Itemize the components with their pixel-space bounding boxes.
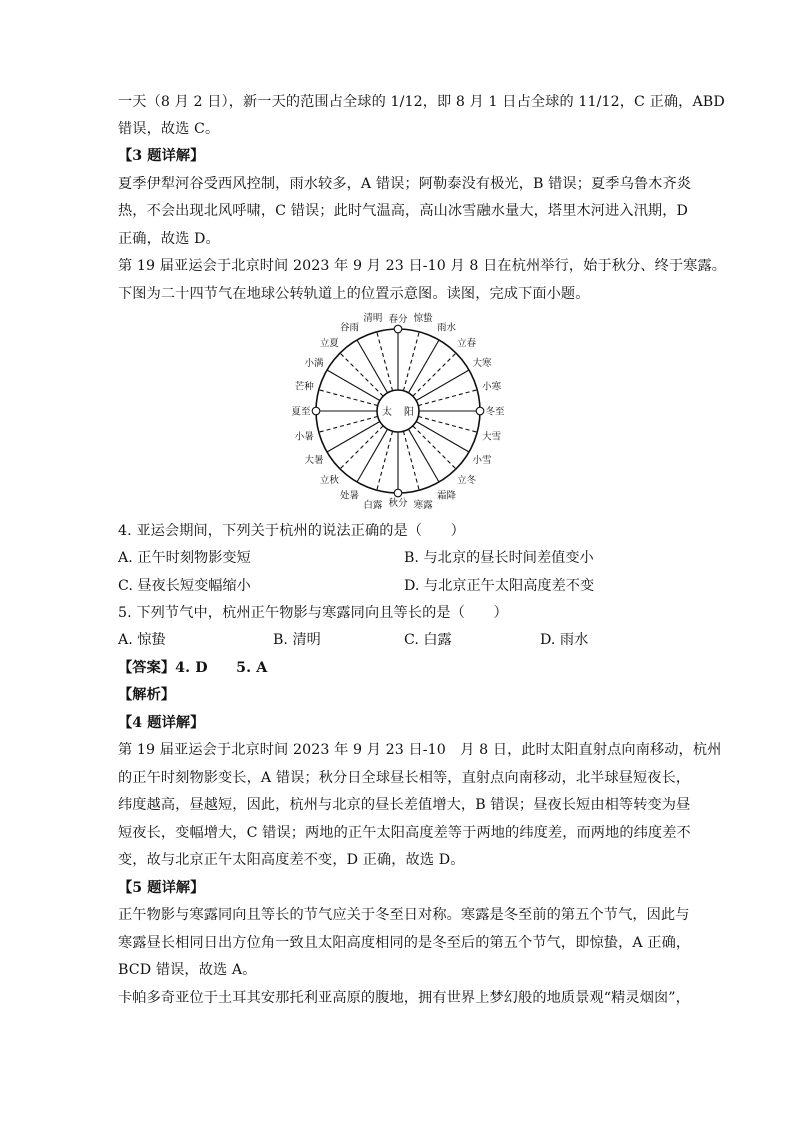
text-line: 错误，故选 C。 (118, 121, 220, 137)
earth-position-marker (312, 407, 320, 415)
solar-term-label: 雨水 (436, 322, 457, 334)
q5-option-c: C. 白露 (404, 632, 452, 648)
q4-option-d: D. 与北京正午太阳高度差不变 (404, 578, 595, 594)
solar-term-label: 处暑 (339, 490, 360, 502)
section-heading: 【3 题详解】 (118, 148, 205, 164)
solar-term-label: 芒种 (294, 381, 314, 393)
section-heading: 【4 题详解】 (118, 715, 205, 731)
text-line: 的正午时刻物影变长，A 错误；秋分日全球昼长相等，直射点向南移动，北半球昼短夜长， (118, 770, 691, 786)
solar-term-label: 小雪 (472, 455, 492, 466)
solar-term-label: 立夏 (319, 337, 339, 349)
q4-option-a: A. 正午时刻物影变短 (118, 550, 251, 566)
solar-term-label: 立秋 (319, 475, 339, 487)
orbit-spoke (418, 390, 477, 406)
q5-option-d: D. 雨水 (540, 632, 589, 648)
sun-label: 太 (382, 407, 392, 418)
text-line: 变，故与北京正午太阳高度差不变，D 正确，故选 D。 (118, 852, 465, 868)
solar-term-label: 白露 (363, 500, 383, 512)
text-line: 夏季伊犁河谷受西风控制，雨水较多，A 错误；阿勒泰没有极光，B 错误；夏季乌鲁木齐炎 (118, 176, 692, 192)
solar-term-label: 立冬 (457, 475, 477, 487)
text-line: 寒露昼长相同日出方位角一致且太阳高度相同的是冬至后的第五个节气，即惊蛰，A 正确， (118, 935, 691, 951)
text-line: 第 19 届亚运会于北京时间 2023 年 9 月 23 日-10 月 8 日在杭州举行，始于秋分、终于寒露。 (118, 258, 727, 274)
q4-option-c: C. 昼夜长短变幅缩小 (118, 578, 251, 594)
q5-option-a: A. 惊蛰 (118, 632, 166, 648)
text-line: 一天（8 月 2 日），新一天的范围占全球的 1/12，即 8 月 1 日占全球的 11/12，C 正确，ABD (118, 94, 725, 110)
text-line: 热，不会出现北风呼啸，C 错误；此时气温高，高山冰雪融水量大，塔里木河进入汛期，D (118, 203, 688, 219)
solar-term-label: 惊蛰 (413, 312, 433, 324)
question-5: 5. 下列节气中，杭州正午物影与寒露同向且等长的是（ ） (118, 605, 508, 621)
earth-position-marker (476, 407, 484, 415)
q5-option-b: B. 清明 (273, 632, 321, 648)
orbit-spoke (403, 332, 419, 391)
orbit-spoke (377, 332, 393, 391)
orbit-spoke (319, 416, 378, 432)
text-line: 第 19 届亚运会于北京时间 2023 年 9 月 23 日-10 月 8 日，此时太阳直射点向南移动，杭州 (118, 742, 722, 758)
solar-term-label: 冬至 (485, 406, 505, 418)
orbit-spoke (319, 390, 378, 406)
text-line: 短夜长，变幅增大，C 错误；两地的正午太阳高度差等于两地的纬度差，而两地的纬度差不 (118, 825, 691, 841)
solar-term-label: 大暑 (304, 455, 324, 466)
solar-term-label: 寒露 (413, 500, 433, 512)
solar-term-label: 清明 (363, 312, 383, 324)
solar-term-label: 夏至 (291, 406, 311, 418)
text-line: 正确，故选 D。 (118, 231, 220, 247)
solar-term-label: 秋分 (388, 498, 408, 509)
solar-term-label: 立春 (457, 337, 477, 349)
solar-term-label: 大寒 (472, 358, 492, 369)
sun-label: 阳 (404, 407, 414, 418)
earth-position-marker (394, 489, 402, 497)
text-line: 卡帕多奇亚位于土耳其安那托利亚高原的腹地，拥有世界上梦幻般的地质景观“精灵烟囱”， (118, 990, 690, 1006)
earth-position-marker (394, 325, 402, 333)
text-line: 正午物影与寒露同向且等长的节气应关于冬至日对称。寒露是冬至前的第五个节气，因此与 (118, 907, 690, 923)
question-4: 4. 亚运会期间，下列关于杭州的说法正确的是（ ） (118, 523, 465, 539)
solar-term-label: 小暑 (294, 431, 314, 443)
answer-line: 【答案】4. D 5. A (118, 660, 268, 676)
analysis-heading: 【解析】 (118, 687, 176, 703)
text-line: 下图为二十四节气在地球公转轨道上的位置示意图。读图，完成下面小题。 (118, 286, 590, 302)
solar-term-label: 春分 (388, 314, 408, 325)
orbit-spoke (377, 431, 393, 490)
orbit-spoke (418, 416, 477, 432)
solar-term-label: 谷雨 (339, 322, 360, 334)
q4-option-b: B. 与北京的昼长时间差值变小 (404, 550, 594, 566)
text-line: 纬度越高，昼越短，因此，杭州与北京的昼长差值增大，B 错误；昼夜长短由相等转变为昼 (118, 797, 691, 813)
orbit-spoke (403, 431, 419, 490)
solar-term-label: 大雪 (482, 431, 502, 443)
section-heading: 【5 题详解】 (118, 880, 205, 896)
text-line: BCD 错误，故选 A。 (118, 962, 257, 978)
solar-term-label: 小满 (304, 358, 324, 369)
solar-term-label: 小寒 (482, 381, 502, 393)
solar-terms-orbit-diagram (278, 310, 514, 514)
solar-term-label: 霜降 (436, 490, 457, 502)
